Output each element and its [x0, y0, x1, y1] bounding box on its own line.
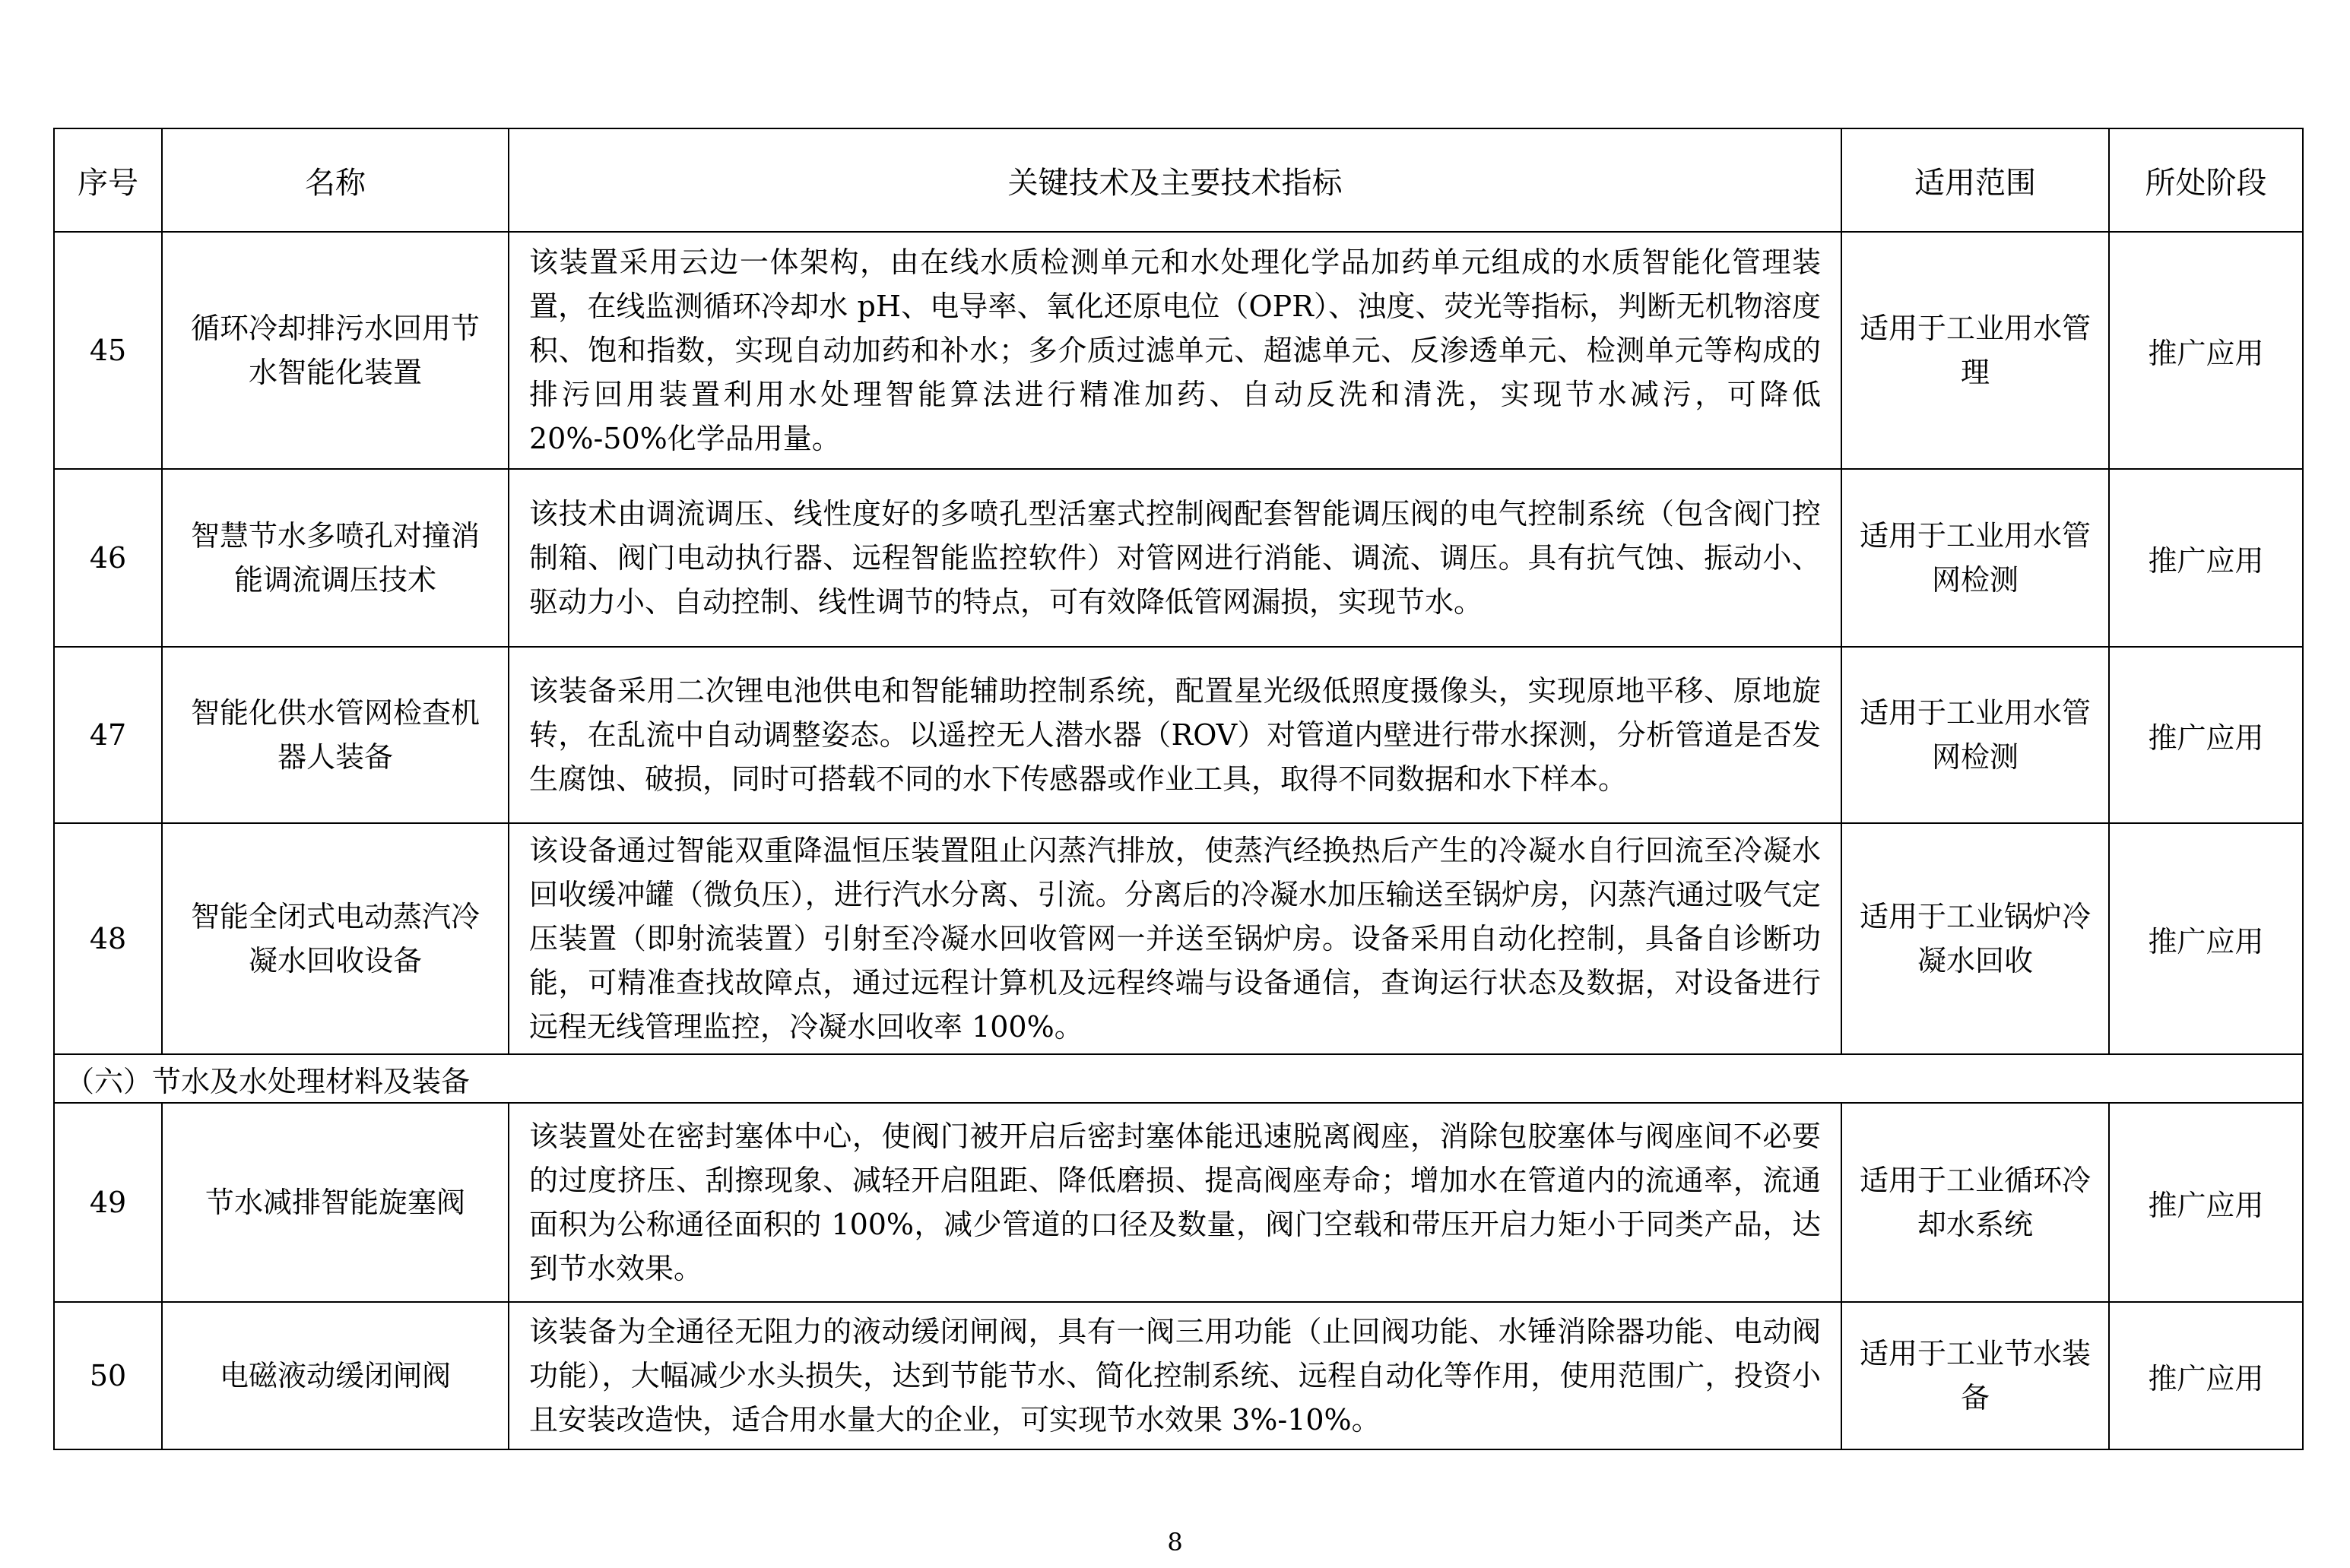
page-number: 8: [1167, 1528, 1183, 1557]
row-name: 智慧节水多喷孔对撞消能调流调压技术: [162, 469, 509, 647]
row-scope: 适用于工业循环冷却水系统: [1841, 1103, 2109, 1302]
header-scope: 适用范围: [1841, 128, 2109, 232]
table-row: [54, 1302, 2303, 1449]
table-row: [54, 823, 2303, 1054]
table-row: [54, 469, 2303, 647]
technology-table: [53, 128, 2304, 1450]
table-row: [54, 647, 2303, 823]
row-technology: 该装置处在密封塞体中心，使阀门被开启后密封塞体能迅速脱离阀座，消除包胶塞体与阀座间不必要的过度挤压、刮擦现象、减轻开启阻距、降低磨损、提高阀座寿命；增加水在管道内的流通率，流通面积为公称通径面积的 100%，减少管道的口径及数量，阀门空载和带压开启力矩小于同类产品，达到节水效果。: [509, 1103, 1841, 1302]
row-number: 49: [54, 1103, 162, 1302]
row-technology: 该技术由调流调压、线性度好的多喷孔型活塞式控制阀配套智能调压阀的电气控制系统（包含阀门控制箱、阀门电动执行器、远程智能监控软件）对管网进行消能、调流、调压。具有抗气蚀、振动小、驱动力小、自动控制、线性调节的特点，可有效降低管网漏损，实现节水。: [509, 469, 1841, 647]
row-technology: 该装备采用二次锂电池供电和智能辅助控制系统，配置星光级低照度摄像头，实现原地平移、原地旋转，在乱流中自动调整姿态。以遥控无人潜水器（ROV）对管道内壁进行带水探测，分析管道是否发生腐蚀、破损，同时可搭载不同的水下传感器或作业工具，取得不同数据和水下样本。: [509, 647, 1841, 823]
row-stage: 推广应用: [2109, 647, 2303, 823]
header-name: 名称: [162, 128, 509, 232]
row-technology: 该装置采用云边一体架构，由在线水质检测单元和水处理化学品加药单元组成的水质智能化管理装置，在线监测循环冷却水 pH、电导率、氧化还原电位（OPR）、浊度、荧光等指标，判断无机物溶度积、饱和指数，实现自动加药和补水；多介质过滤单元、超滤单元、反渗透单元、检测单元等构成的排污回用装置利用水处理智能算法进行精准加药、自动反洗和清洗，实现节水减污，可降低 20%-50%化学品用量。: [509, 232, 1841, 469]
row-scope: 适用于工业用水管理: [1841, 232, 2109, 469]
table-row: [54, 232, 2303, 469]
header-number: 序号: [54, 128, 162, 232]
row-scope: 适用于工业用水管网检测: [1841, 647, 2109, 823]
row-stage: 推广应用: [2109, 1103, 2303, 1302]
row-technology: 该装备为全通径无阻力的液动缓闭闸阀，具有一阀三用功能（止回阀功能、水锤消除器功能、电动阀功能），大幅减少水头损失，达到节能节水、简化控制系统、远程自动化等作用，使用范围广，投资小且安装改造快，适合用水量大的企业，可实现节水效果 3%-10%。: [509, 1302, 1841, 1449]
row-scope: 适用于工业用水管网检测: [1841, 469, 2109, 647]
row-name: 智能化供水管网检查机器人装备: [162, 647, 509, 823]
row-stage: 推广应用: [2109, 469, 2303, 647]
technology-table-container: [53, 128, 2302, 1450]
row-scope: 适用于工业节水装备: [1841, 1302, 2109, 1449]
row-stage: 推广应用: [2109, 823, 2303, 1054]
row-number: 48: [54, 823, 162, 1054]
row-name: 节水减排智能旋塞阀: [162, 1103, 509, 1302]
header-key-technology: 关键技术及主要技术指标: [509, 128, 1841, 232]
row-name: 智能全闭式电动蒸汽冷凝水回收设备: [162, 823, 509, 1054]
header-stage: 所处阶段: [2109, 128, 2303, 232]
row-number: 50: [54, 1302, 162, 1449]
row-number: 47: [54, 647, 162, 823]
row-number: 46: [54, 469, 162, 647]
row-stage: 推广应用: [2109, 1302, 2303, 1449]
row-stage: 推广应用: [2109, 232, 2303, 469]
section-heading: （六）节水及水处理材料及装备: [54, 1054, 2303, 1103]
row-name: 电磁液动缓闭闸阀: [162, 1302, 509, 1449]
section-row: [54, 1054, 2303, 1103]
table-header-row: [54, 128, 2303, 232]
row-name: 循环冷却排污水回用节水智能化装置: [162, 232, 509, 469]
row-scope: 适用于工业锅炉冷凝水回收: [1841, 823, 2109, 1054]
row-number: 45: [54, 232, 162, 469]
row-technology: 该设备通过智能双重降温恒压装置阻止闪蒸汽排放，使蒸汽经换热后产生的冷凝水自行回流至冷凝水回收缓冲罐（微负压），进行汽水分离、引流。分离后的冷凝水加压输送至锅炉房，闪蒸汽通过吸气定压装置（即射流装置）引射至冷凝水回收管网一并送至锅炉房。设备采用自动化控制，具备自诊断功能，可精准查找故障点，通过远程计算机及远程终端与设备通信，查询运行状态及数据，对设备进行远程无线管理监控，冷凝水回收率 100%。: [509, 823, 1841, 1054]
table-row: [54, 1103, 2303, 1302]
